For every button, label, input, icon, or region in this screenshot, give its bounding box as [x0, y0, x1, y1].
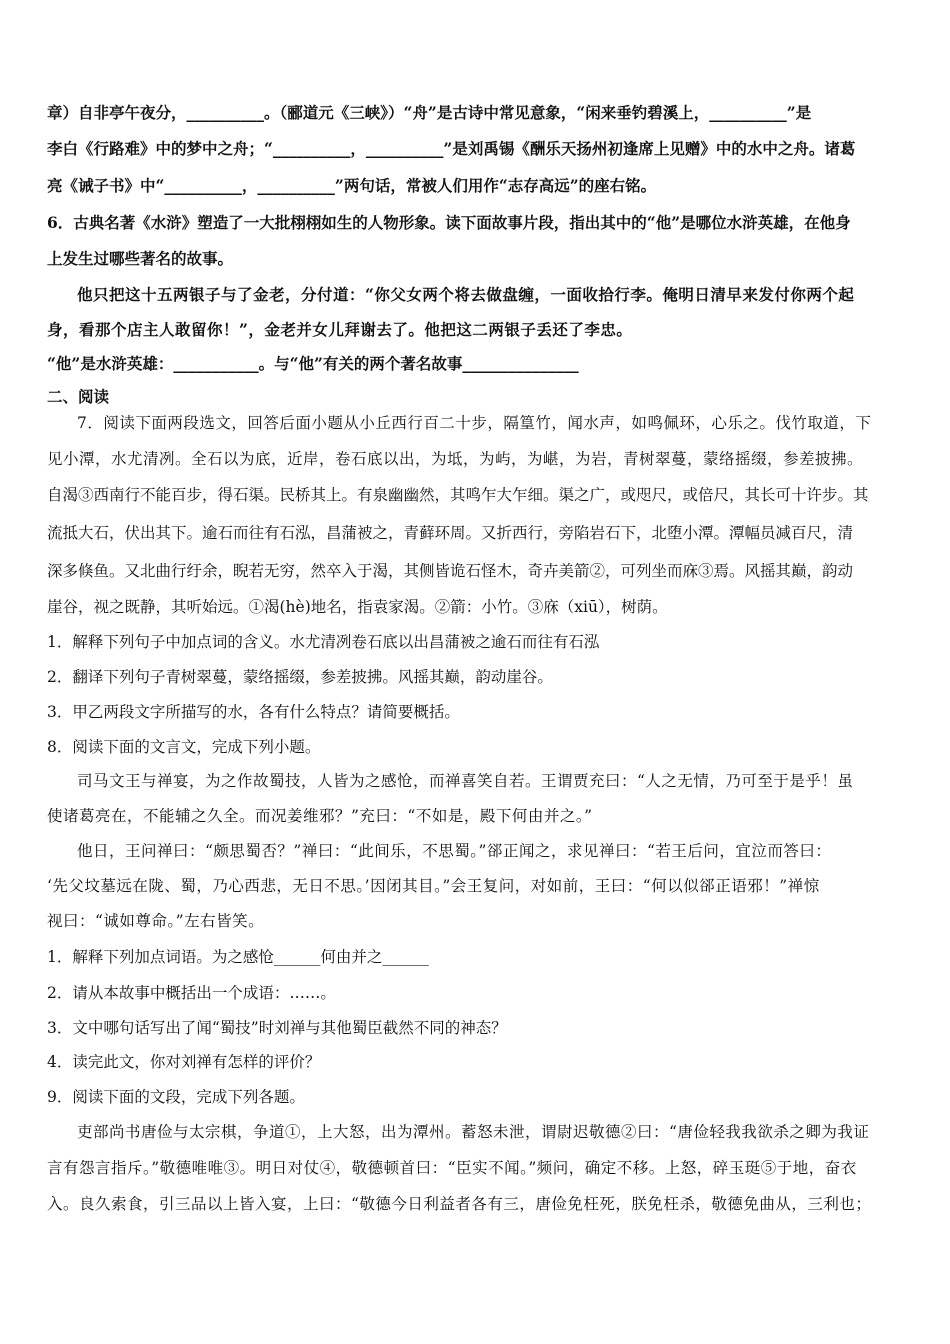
question-7-line-2: 见小潭，水尤清冽。全石以为底，近岸，卷石底以出，为坻，为屿，为嵁，为岩，青树翠蔓，蒙络摇缀，参差披拂。 — [47, 450, 864, 468]
passage-line-1: 自渴③西南行不能百步，得石渠。民桥其上。有泉幽幽然，其鸣乍大乍细。渠之广，或咫尺，或倍尺，其长可十许步。其 — [47, 486, 869, 504]
passage-line-3: 深多倏鱼。又北曲行纡余，睨若无穷，然卒入于渴，其侧皆诡石怪木，奇卉美箭②，可列坐而庥③焉。风摇其巅，韵动 — [47, 562, 854, 580]
q9-passage-line-2: 言有怨言指斥。”敬德唯唯③。明日对仗④，敬德顿首曰：“臣实不闻。”频问，确定不移。上怒，碎玉珽⑤于地，奋衣 — [47, 1159, 857, 1177]
subquestion-8-2: 2．请从本故事中概括出一个成语：……。 — [47, 984, 336, 1002]
question-6-line-2: 上发生过哪些著名的故事。 — [47, 249, 234, 268]
question-7-line-1: 7．阅读下面两段选文，回答后面小题从小丘西行百二十步，隔篁竹，闻水声，如鸣佩环，心乐之。伐竹取道，下 — [77, 414, 872, 432]
subquestion-8-1: 1．解释下列加点词语。为之感怆______何由并之______ — [47, 948, 429, 966]
question-6-line-1: 6．古典名著《水浒》塑造了一大批栩栩如生的人物形象。读下面故事片段，指出其中的“他”是哪位水浒英雄，在他身 — [47, 213, 851, 232]
subquestion-7-1: 1．解释下列句子中加点词的含义。水尤清冽卷石底以出昌蒲被之逾石而往有石泓 — [47, 633, 600, 651]
subquestion-7-2: 2．翻译下列句子青树翠蔓，蒙络摇缀，参差披拂。风摇其巅，韵动崖谷。 — [47, 668, 553, 686]
passage-line-4: 崖谷，视之既静，其听始远。①渴(hè)地名，指袁家渴。②箭：小竹。③庥（xiū），树荫。 — [47, 598, 668, 616]
question-8-heading: 8．阅读下面的文言文，完成下列小题。 — [47, 738, 321, 756]
q8-passage-line-4: ‘先父坟墓远在陇、蜀，乃心西悲，无日不思。’因闭其目。”会王复问，对如前，王曰：“何以似郤正语邪！”禅惊 — [47, 877, 820, 895]
subquestion-7-3: 3．甲乙两段文字所描写的水，各有什么特点？请简要概括。 — [47, 703, 460, 721]
q9-passage-line-3: 入。良久索食，引三品以上皆入宴，上曰：“敬德今日利益者各有三，唐俭免枉死，朕免枉杀，敬德免曲从，三利也； — [47, 1195, 872, 1213]
q8-passage-line-2: 使诸葛亮在，不能辅之久全。而况姜维邪？”充曰：“不如是，殿下何由并之。” — [47, 807, 593, 825]
text-line-1: 章）自非亭午夜分，__________。（郦道元《三峡》）“舟”是古诗中常见意象，“闲来垂钓碧溪上，__________”是 — [47, 103, 812, 122]
excerpt-line-1: 他只把这十五两银子与了金老，分付道：“你父女两个将去做盘缠，一面收拾行李。俺明日清早来发付你两个起 — [77, 285, 855, 304]
answer-line: “他”是水浒英雄：___________。与“他”有关的两个著名故事_______________ — [47, 354, 579, 373]
excerpt-line-2: 身，看那个店主人敢留你！”，金老并女儿拜谢去了。他把这二两银子丢还了李忠。 — [47, 320, 633, 339]
passage-line-2: 流抵大石，伏出其下。逾石而往有石泓，昌蒲被之，青藓环周。又折西行，旁陷岩石下，北堕小潭。潭幅员减百尺，清 — [47, 524, 854, 542]
text-line-2: 李白《行路难》中的梦中之舟；“__________，__________”是刘禹锡《酬乐天扬州初逢席上见赠》中的水中之舟。诸葛 — [47, 139, 856, 158]
question-9-heading: 9．阅读下面的文段，完成下列各题。 — [47, 1088, 305, 1106]
subquestion-8-4: 4．读完此文，你对刘禅有怎样的评价？ — [47, 1053, 321, 1071]
q8-passage-line-5: 视曰：“诚如尊命。”左右皆笑。 — [47, 912, 265, 930]
text-line-3: 亮《诫子书》中“__________，__________”两句话，常被人们用作“志存高远”的座右铭。 — [47, 176, 657, 195]
section-heading-reading: 二、阅读 — [47, 387, 110, 406]
q8-passage-line-3: 他日，王问禅曰：“颇思蜀否？”禅曰：“此间乐，不思蜀。”郤正闻之，求见禅曰：“若王后问，宜泣而答曰： — [77, 842, 832, 860]
q9-passage-line-1: 吏部尚书唐俭与太宗棋，争道①，上大怒，出为潭州。蓄怒未泄，谓尉迟敬德②曰：“唐俭轻我我欲杀之卿为我证 — [77, 1123, 870, 1141]
q8-passage-line-1: 司马文王与禅宴，为之作故蜀技，人皆为之感怆，而禅喜笑自若。王谓贾充曰：“人之无情，乃可至于是乎！虽 — [77, 772, 854, 790]
subquestion-8-3: 3．文中哪句话写出了闻“蜀技”时刘禅与其他蜀臣截然不同的神态？ — [47, 1019, 507, 1037]
